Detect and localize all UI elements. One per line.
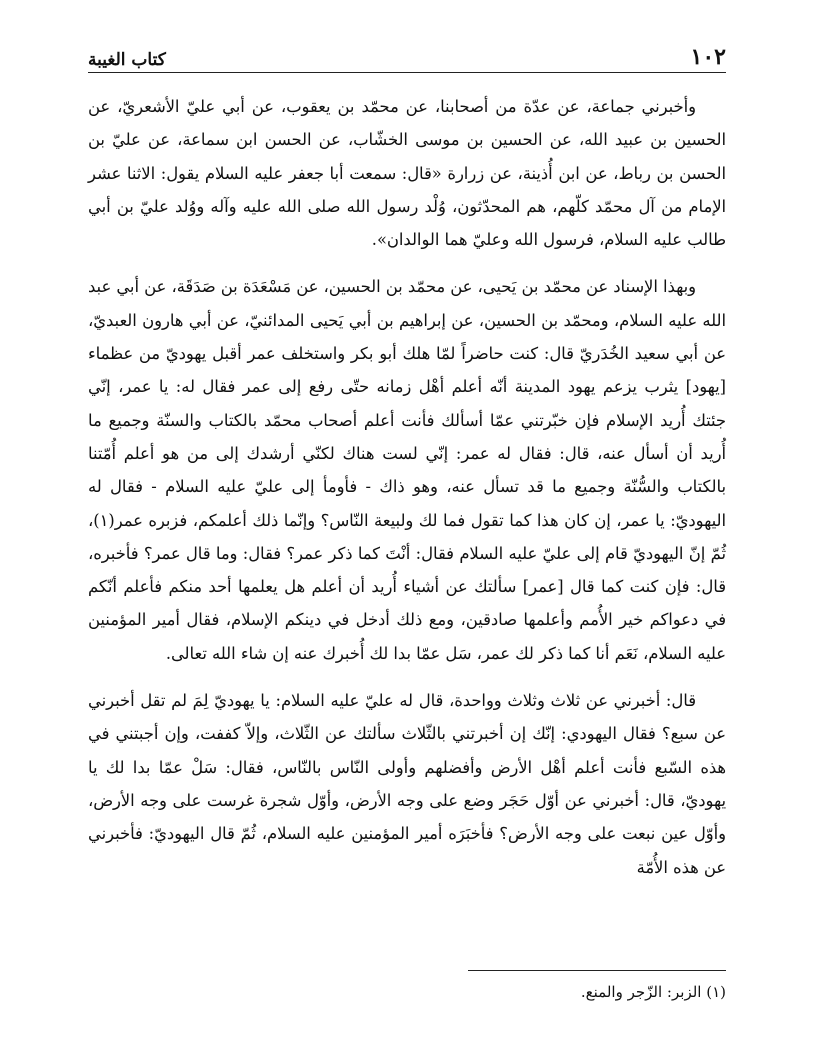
footnote-divider: [468, 970, 726, 971]
paragraph-2: وبهذا الإسناد عن محمّد بن يَحيى، عن محمّد بن الحسين، عن مَسْعَدَة بن صَدَقَة، عن أبي عبد الله عليه السلام، ومحمّد بن الحسين، عن إبراهيم بن أبي يَحيى المدائنيّ، عن أبي هارون العبديّ، عن أبي سعيد الخُدَريّ قال: كنت حاضراً لمّا هلك أبو بكر واستخلف عمر أقبل يهوديّ من عظماء [يهود] يثرب يزعم يهود المدينة أنّه أعلم أهْل زمانه حتّى رفع إلى عمر فقال له: يا عمر، إنّي جئتك أُريد الإسلام فإن خبّرتني عمّا أسألك فأنت أعلم أصحاب محمّد بالكتاب والسنّة وجميع ما أُريد أن أسأل عنه، قال: فقال له عمر: إنّي لست هناك لكنّي أرشدك إلى من هو أعلم أُمّتنا بالكتاب والسُّنّة وجميع ما قد تسأل عنه، وهو ذاك - فأومأ إلى عليّ عليه السلام - فقال له اليهوديّ: يا عمر، إن كان هذا كما تقول فما لك ولبيعة النّاس؟ وإنّما ذلك أعلمكم، فزبره عمر(١)، ثُمّ إنّ اليهوديّ قام إلى عليّ عليه السلام فقال: أنْتَ كما ذكر عمر؟ فقال: وما قال عمر؟ فأخبره، قال: فإن كنت كما قال [عمر] سألتك عن أشياء أُريد أن أعلم هل يعلمها أحد منكم فأعلم أنّكم في دعواكم خير الأُمم وأعلمها صادقين، ومع ذلك أدخل في دينكم الإسلام، فقال أمير المؤمنين عليه السلام، نَعَم أنا كما ذكر لك عمر، سَل عمّا بدا لك أُخبرك عنه إن شاء الله تعالى.: [88, 277, 726, 663]
running-title: كتاب الغيبة: [88, 50, 166, 70]
page-header: [88, 38, 726, 73]
page-number: ١٠٢: [690, 44, 726, 70]
body-text: [88, 90, 726, 898]
paragraph-3: قال: أخبرني عن ثلاث وثلاث وواحدة، قال له عليّ عليه السلام: يا يهوديّ لِمَ لم تقل أخبرني عن سبع؟ فقال اليهودي: إنّك إن أخبرتني بالثّلاث سألتك عن الثّلاث، وإلاّ كففت، وإن أجبتني في هذه السّبع فأنت أعلم أهْل الأرض وأفضلهم وأولى النّاس بالنّاس، فقال: سَلْ عمّا بدا لك يا يهوديّ، قال: أخبرني عن أوّل حَجَر وضع على وجه الأرض، وأوّل شجرة غرست على وجه الأرض، وأوّل عين نبعت على وجه الأرض؟ فأخبَرَه أمير المؤمنين عليه السلام، ثُمّ قال اليهوديّ: فأخبرني عن هذه الأُمّة: [88, 691, 726, 877]
footnote: (١) الزبر: الزّجر والمنع.: [580, 983, 726, 1001]
paragraph-1: وأخبرني جماعة، عن عدّة من أصحابنا، عن محمّد بن يعقوب، عن أبي عليّ الأشعريّ، عن الحسين بن عبيد الله، عن الحسين بن موسى الخشّاب، عن الحسن ابن سماعة، عن عليّ بن الحسن بن رباط، عن ابن أُذينة، عن زرارة «قال: سمعت أبا جعفر عليه السلام يقول: الاثنا عشر الإمام من آل محمّد كلّهم، هم المحدّثون، وُلْد رسول الله صلى الله عليه وآله ووُلد عليّ بن أبي طالب عليه السلام، فرسول الله وعليّ هما الوالدان».: [88, 97, 726, 250]
